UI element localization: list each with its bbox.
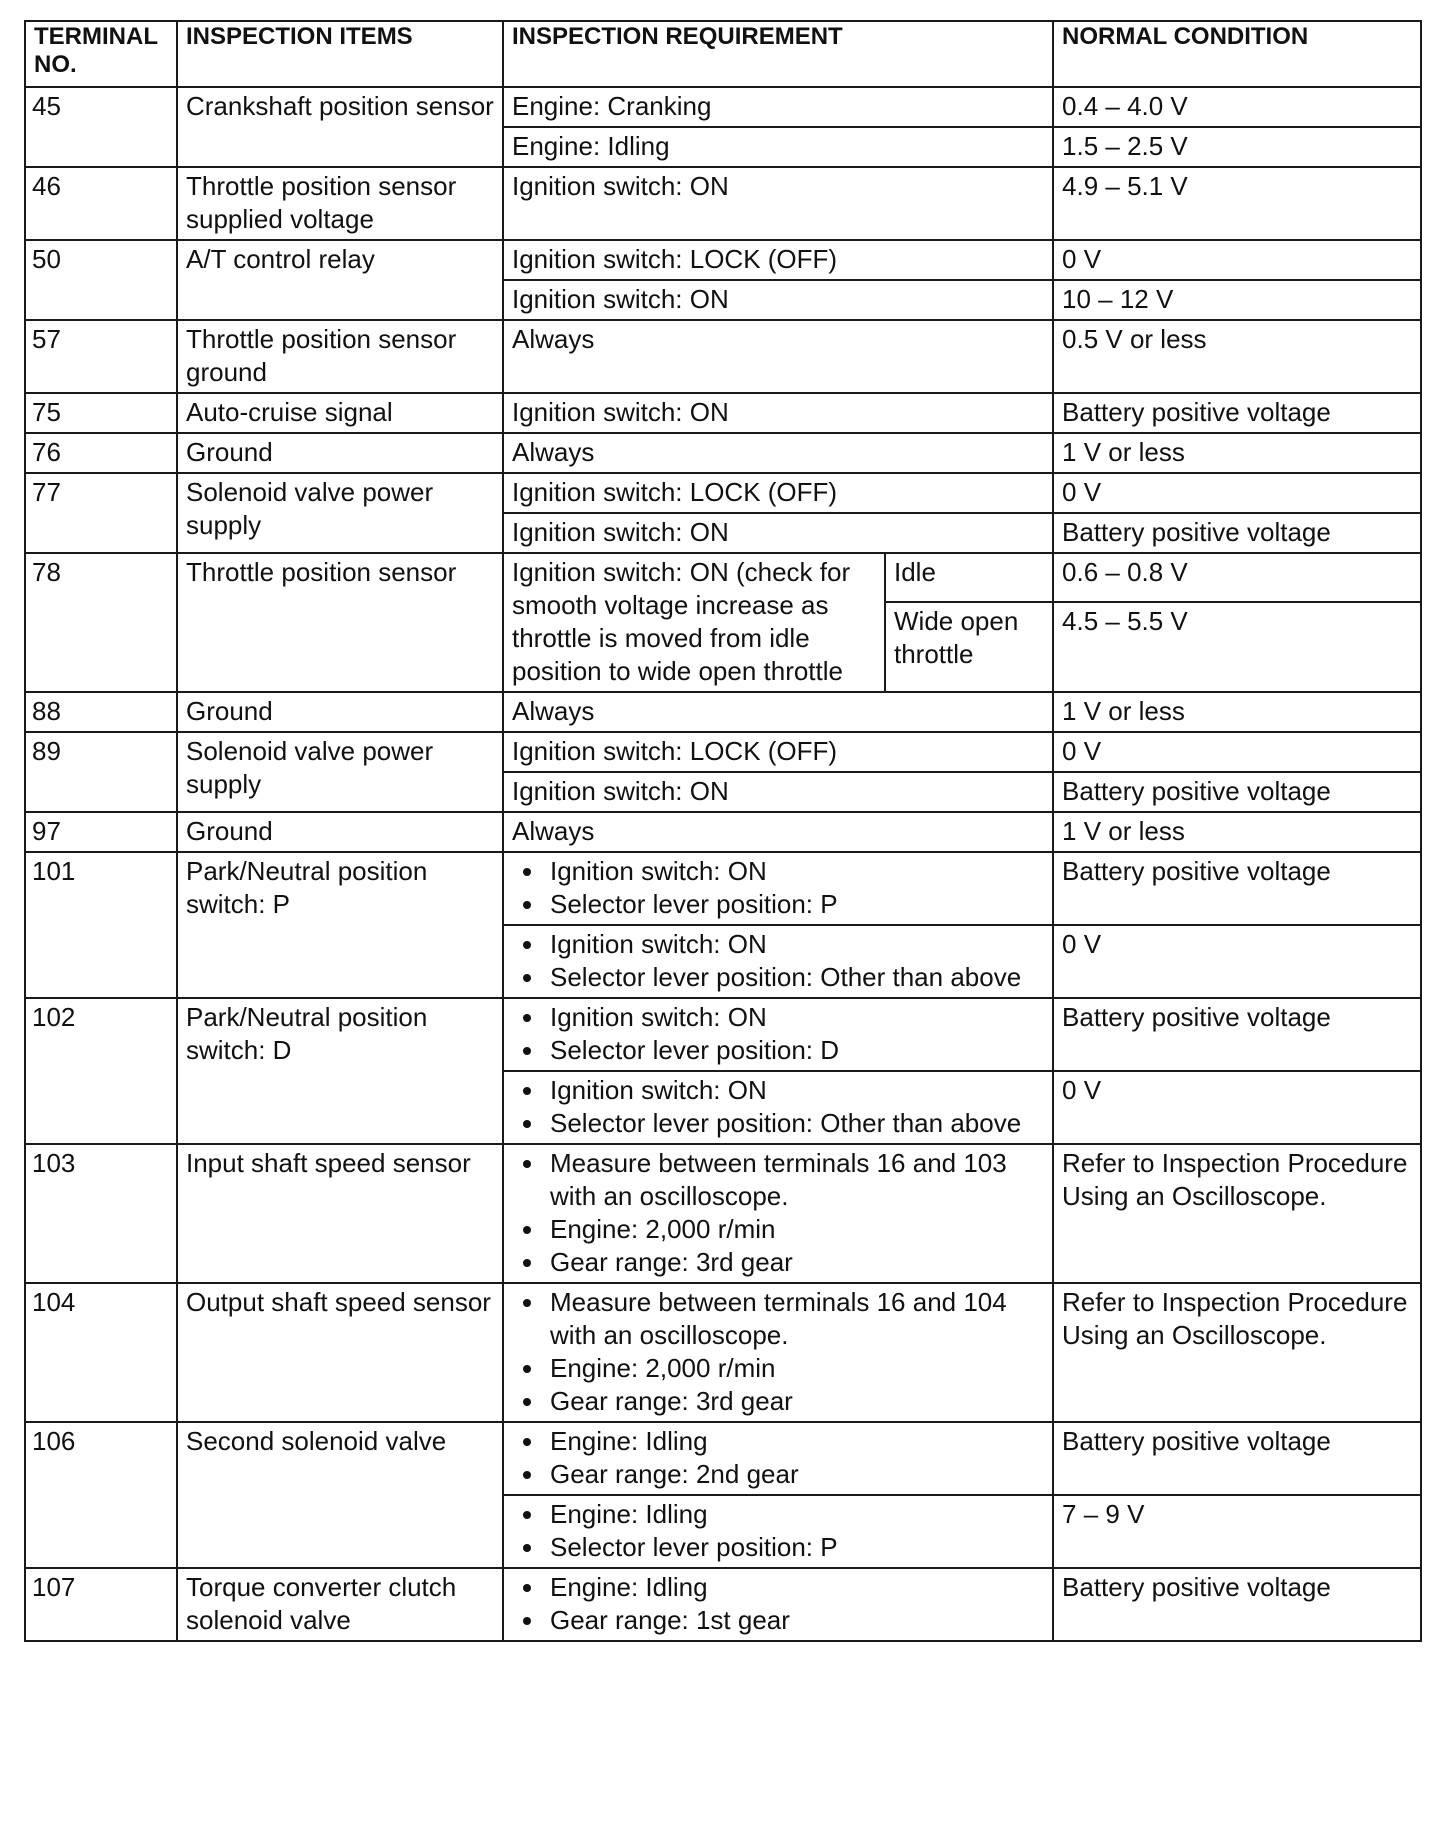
requirement-bullet: • Engine: 2,000 r/min (546, 1213, 1044, 1246)
normal-condition: Refer to Inspection Procedure Using an Oscilloscope. (1053, 1283, 1421, 1422)
normal-condition: 1.5 – 2.5 V (1053, 127, 1421, 167)
requirement-bullet: • Ignition switch: ON (546, 928, 1044, 961)
header-terminal-no: TERMINAL NO. (25, 21, 177, 87)
requirement-bullet: • Selector lever position: D (546, 1034, 1044, 1067)
table-row (25, 852, 1421, 925)
inspection-item: Ground (177, 433, 503, 473)
table-row (25, 692, 1421, 732)
normal-condition: 0.5 V or less (1053, 320, 1421, 393)
normal-condition: Battery positive voltage (1053, 998, 1421, 1071)
inspection-requirement: Always (503, 692, 1053, 732)
table-row (25, 393, 1421, 433)
table-row (25, 553, 1421, 602)
normal-condition: Battery positive voltage (1053, 772, 1421, 812)
terminal-inspection-table (24, 20, 1422, 1642)
inspection-item: Second solenoid valve (177, 1422, 503, 1568)
throttle-position-label: Idle (885, 553, 1053, 602)
requirement-bullet: • Measure between terminals 16 and 104 with an oscilloscope. (546, 1286, 1044, 1352)
table-header-row (25, 21, 1421, 87)
normal-condition: Battery positive voltage (1053, 1422, 1421, 1495)
inspection-requirement: Engine: Cranking (503, 87, 1053, 127)
inspection-requirement (503, 1283, 1053, 1422)
header-inspection-items: INSPECTION ITEMS (177, 21, 503, 87)
inspection-requirement: Ignition switch: ON (503, 513, 1053, 553)
requirement-bullet-list (512, 928, 1044, 994)
inspection-item: Solenoid valve power supply (177, 732, 503, 812)
inspection-requirement: Ignition switch: ON (503, 280, 1053, 320)
inspection-requirement (503, 1144, 1053, 1283)
normal-condition: 0 V (1053, 1071, 1421, 1144)
table-row (25, 1144, 1421, 1283)
terminal-number: 50 (25, 240, 177, 320)
terminal-number: 89 (25, 732, 177, 812)
requirement-bullet-list (512, 1425, 1044, 1491)
inspection-item: Throttle position sensor supplied voltage (177, 167, 503, 240)
requirement-bullet-list (512, 1498, 1044, 1564)
terminal-number: 76 (25, 433, 177, 473)
normal-condition: 0.4 – 4.0 V (1053, 87, 1421, 127)
terminal-number: 57 (25, 320, 177, 393)
inspection-requirement (503, 1071, 1053, 1144)
terminal-number: 102 (25, 998, 177, 1144)
inspection-item: Throttle position sensor (177, 553, 503, 692)
normal-condition: 7 – 9 V (1053, 1495, 1421, 1568)
inspection-item: Crankshaft position sensor (177, 87, 503, 167)
inspection-table-sheet (24, 20, 1420, 1642)
table-row (25, 433, 1421, 473)
inspection-item: Input shaft speed sensor (177, 1144, 503, 1283)
requirement-bullet-list (512, 1571, 1044, 1637)
inspection-requirement (503, 1422, 1053, 1495)
inspection-item: Output shaft speed sensor (177, 1283, 503, 1422)
terminal-number: 104 (25, 1283, 177, 1422)
terminal-number: 88 (25, 692, 177, 732)
terminal-number: 97 (25, 812, 177, 852)
inspection-item: Park/Neutral position switch: P (177, 852, 503, 998)
normal-condition: 1 V or less (1053, 812, 1421, 852)
terminal-number: 107 (25, 1568, 177, 1641)
requirement-bullet: • Ignition switch: ON (546, 1001, 1044, 1034)
requirement-bullet: • Measure between terminals 16 and 103 with an oscilloscope. (546, 1147, 1044, 1213)
normal-condition: 0 V (1053, 240, 1421, 280)
requirement-bullet-list (512, 1001, 1044, 1067)
normal-condition: 1 V or less (1053, 692, 1421, 732)
normal-condition: 0 V (1053, 732, 1421, 772)
inspection-requirement: Always (503, 433, 1053, 473)
requirement-bullet-list (512, 855, 1044, 921)
terminal-number: 106 (25, 1422, 177, 1568)
inspection-item: Ground (177, 812, 503, 852)
requirement-bullet: • Selector lever position: Other than above (546, 961, 1044, 994)
requirement-bullet-list (512, 1074, 1044, 1140)
terminal-number: 45 (25, 87, 177, 167)
inspection-item: Ground (177, 692, 503, 732)
inspection-requirement (503, 852, 1053, 925)
inspection-item: Torque converter clutch solenoid valve (177, 1568, 503, 1641)
terminal-number: 75 (25, 393, 177, 433)
terminal-number: 101 (25, 852, 177, 998)
inspection-requirement: Ignition switch: LOCK (OFF) (503, 732, 1053, 772)
normal-condition: 0 V (1053, 473, 1421, 513)
requirement-bullet: • Ignition switch: ON (546, 855, 1044, 888)
normal-condition: Battery positive voltage (1053, 393, 1421, 433)
inspection-requirement (503, 1568, 1053, 1641)
requirement-bullet-list (512, 1147, 1044, 1279)
normal-condition: Refer to Inspection Procedure Using an Oscilloscope. (1053, 1144, 1421, 1283)
table-row (25, 998, 1421, 1071)
throttle-position-label: Wide open throttle (885, 602, 1053, 692)
inspection-item: Auto-cruise signal (177, 393, 503, 433)
normal-condition: 4.9 – 5.1 V (1053, 167, 1421, 240)
normal-condition: 1 V or less (1053, 433, 1421, 473)
inspection-requirement (503, 925, 1053, 998)
inspection-requirement (503, 998, 1053, 1071)
terminal-number: 77 (25, 473, 177, 553)
requirement-bullet: • Gear range: 3rd gear (546, 1385, 1044, 1418)
inspection-requirement: Ignition switch: ON (503, 167, 1053, 240)
requirement-bullet: • Gear range: 2nd gear (546, 1458, 1044, 1491)
inspection-requirement: Ignition switch: ON (503, 772, 1053, 812)
header-normal-condition: NORMAL CONDITION (1053, 21, 1421, 87)
requirement-bullet: • Engine: Idling (546, 1425, 1044, 1458)
table-row (25, 87, 1421, 127)
table-row (25, 240, 1421, 280)
requirement-bullet: • Ignition switch: ON (546, 1074, 1044, 1107)
inspection-requirement: Ignition switch: LOCK (OFF) (503, 240, 1053, 280)
normal-condition: 10 – 12 V (1053, 280, 1421, 320)
table-row (25, 320, 1421, 393)
inspection-requirement: Ignition switch: ON (503, 393, 1053, 433)
table-row (25, 1568, 1421, 1641)
table-row (25, 1283, 1421, 1422)
requirement-bullet: • Selector lever position: Other than above (546, 1107, 1044, 1140)
inspection-item: Throttle position sensor ground (177, 320, 503, 393)
terminal-number: 46 (25, 167, 177, 240)
normal-condition: 4.5 – 5.5 V (1053, 602, 1421, 692)
requirement-bullet: • Gear range: 1st gear (546, 1604, 1044, 1637)
terminal-number: 78 (25, 553, 177, 692)
normal-condition: Battery positive voltage (1053, 513, 1421, 553)
inspection-item: Park/Neutral position switch: D (177, 998, 503, 1144)
inspection-requirement: Ignition switch: LOCK (OFF) (503, 473, 1053, 513)
requirement-bullet: • Engine: 2,000 r/min (546, 1352, 1044, 1385)
requirement-bullet: • Engine: Idling (546, 1498, 1044, 1531)
inspection-requirement: Always (503, 320, 1053, 393)
inspection-requirement (503, 1495, 1053, 1568)
table-row (25, 1422, 1421, 1495)
inspection-requirement: Always (503, 812, 1053, 852)
normal-condition: Battery positive voltage (1053, 852, 1421, 925)
normal-condition: 0.6 – 0.8 V (1053, 553, 1421, 602)
normal-condition: Battery positive voltage (1053, 1568, 1421, 1641)
inspection-requirement: Engine: Idling (503, 127, 1053, 167)
requirement-bullet: • Gear range: 3rd gear (546, 1246, 1044, 1279)
inspection-requirement: Ignition switch: ON (check for smooth voltage increase as throttle is moved from idle position to wide open throttle (503, 553, 885, 692)
terminal-number: 103 (25, 1144, 177, 1283)
table-row (25, 812, 1421, 852)
inspection-item: A/T control relay (177, 240, 503, 320)
table-row (25, 732, 1421, 772)
requirement-bullet: • Selector lever position: P (546, 1531, 1044, 1564)
normal-condition: 0 V (1053, 925, 1421, 998)
requirement-bullet-list (512, 1286, 1044, 1418)
inspection-item: Solenoid valve power supply (177, 473, 503, 553)
table-row (25, 473, 1421, 513)
requirement-bullet: • Engine: Idling (546, 1571, 1044, 1604)
table-row (25, 167, 1421, 240)
requirement-bullet: • Selector lever position: P (546, 888, 1044, 921)
header-inspection-requirement: INSPECTION REQUIREMENT (503, 21, 1053, 87)
